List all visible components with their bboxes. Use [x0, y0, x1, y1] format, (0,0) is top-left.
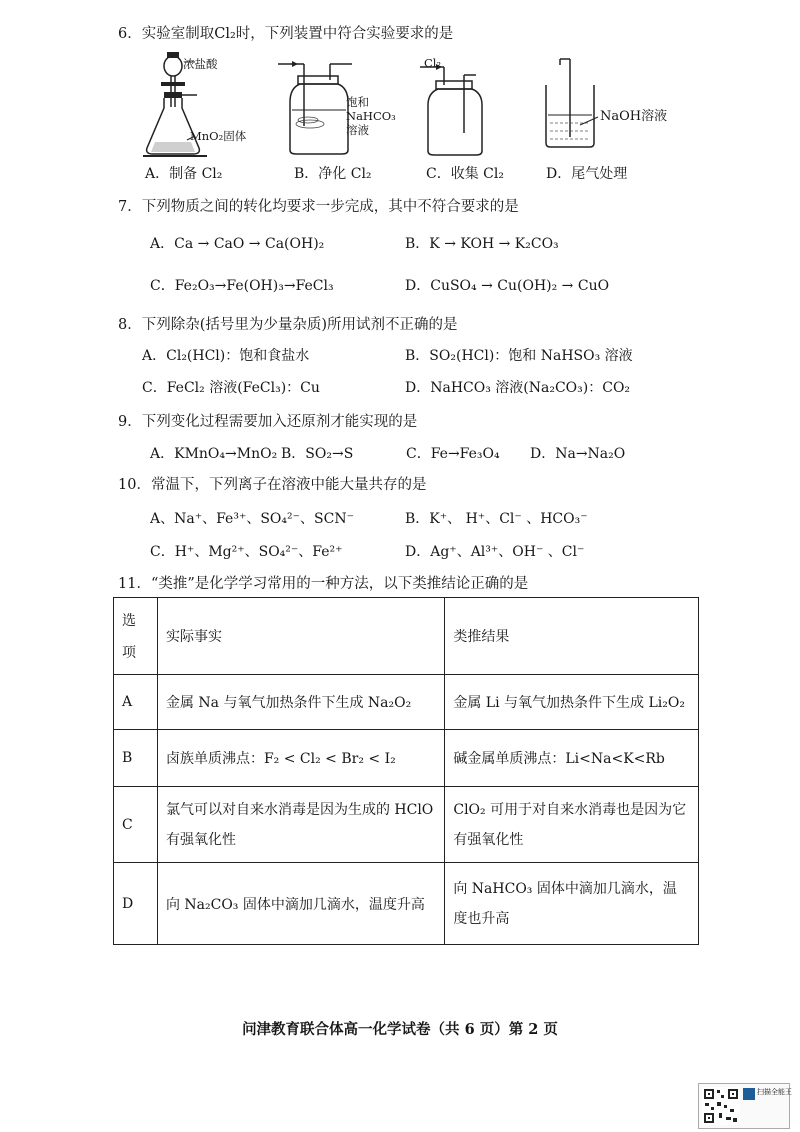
q10-option-d-text: Ag⁺、Al³⁺、OH⁻ 、Cl⁻	[430, 544, 585, 560]
q10-option-b-text: K⁺、 H⁺、Cl⁻ 、HCO₃⁻	[429, 511, 588, 527]
q10-text: 常温下，下列离子在溶液中能大量共存的是	[150, 477, 427, 493]
q9-option-d-key: D．	[530, 446, 556, 462]
row-b-key: B	[114, 730, 158, 787]
header-option-char1: 选	[122, 613, 136, 629]
row-a-result: 金属 Li 与氧气加热条件下生成 Li₂O₂	[445, 675, 699, 730]
q8-number: 8．	[118, 317, 142, 333]
q9-option-c-text: Fe→Fe₃O₄	[430, 446, 500, 462]
row-c-result: ClO₂ 可用于对自来水消毒也是因为它有强氧化性	[445, 787, 699, 863]
q6-option-a-text: 制备 Cl₂	[169, 166, 223, 182]
q8-option-b-text: SO₂(HCl)：饱和 NaHSO₃ 溶液	[429, 348, 633, 364]
q6-option-c-text: 收集 Cl₂	[450, 166, 504, 182]
q9-option-c	[406, 443, 500, 463]
cs-logo-icon	[743, 1088, 755, 1100]
q10-option-c	[150, 541, 343, 561]
q7-option-d-text: CuSO₄ → Cu(OH)₂ → CuO	[430, 278, 610, 294]
label-cl2: Cl₂	[424, 56, 442, 70]
q10-option-b	[405, 508, 588, 528]
q9-option-a-key: A．	[150, 446, 175, 462]
q8-option-c-text: FeCl₂ 溶液(FeCl₃)：Cu	[166, 380, 320, 396]
header-option-char2: 项	[122, 645, 136, 661]
q11-number: 11．	[118, 576, 151, 592]
q6-option-d-key: D．	[546, 166, 572, 182]
label-mno2: MnO₂固体	[190, 129, 247, 143]
q7-option-c	[150, 275, 334, 295]
q8-option-c	[142, 377, 320, 397]
q10-stem	[118, 473, 426, 494]
scanner-watermark	[698, 1083, 790, 1129]
row-d-fact: 向 Na₂CO₃ 固体中滴加几滴水，温度升高	[157, 863, 444, 945]
row-b-fact: 卤族单质沸点：F₂ < Cl₂ < Br₂ < I₂	[157, 730, 444, 787]
q10-option-a	[150, 508, 354, 528]
header-option	[114, 598, 158, 675]
q8-option-b	[405, 345, 633, 365]
q9-option-d-text: Na→Na₂O	[555, 446, 626, 462]
apparatus-c-collection-bottle	[420, 55, 500, 158]
header-fact: 实际事实	[157, 598, 444, 675]
row-d-result: 向 NaHCO₃ 固体中滴加几滴水，温度也升高	[445, 863, 699, 945]
q9-option-a	[150, 443, 277, 463]
q10-option-d	[405, 541, 584, 561]
row-c-key: C	[114, 787, 158, 863]
row-a-fact: 金属 Na 与氧气加热条件下生成 Na₂O₂	[157, 675, 444, 730]
q9-stem	[118, 410, 417, 431]
q6-text: 实验室制取Cl₂时，下列装置中符合实验要求的是	[141, 26, 454, 42]
label-naoh: NaOH溶液	[600, 109, 668, 124]
label-conc-hcl: 浓盐酸	[183, 57, 218, 71]
q6-option-a-key: A．	[145, 166, 170, 182]
q9-option-a-text: KMnO₄→MnO₂	[174, 446, 278, 462]
q8-option-b-key: B．	[405, 348, 430, 364]
table-row	[114, 675, 699, 730]
q6-option-b-key: B．	[294, 166, 319, 182]
q7-option-d	[405, 275, 609, 295]
q8-option-d	[405, 377, 630, 397]
q9-number: 9．	[118, 414, 142, 430]
scanner-brand: 扫描全能王	[757, 1088, 792, 1096]
q7-option-b-key: B．	[405, 236, 430, 252]
q10-option-d-key: D．	[405, 544, 431, 560]
q10-option-b-key: B．	[405, 511, 430, 527]
table-row	[114, 787, 699, 863]
q10-option-c-key: C．	[150, 544, 175, 560]
page-footer: 问津教育联合体高一化学试卷（共 6 页）第 2 页	[242, 1021, 558, 1038]
q8-option-a-key: A．	[142, 348, 167, 364]
q9-text: 下列变化过程需要加入还原剂才能实现的是	[141, 414, 418, 430]
label-bicarb-3: 溶液	[346, 123, 369, 137]
label-bicarb-1: 饱和	[346, 95, 369, 109]
q6-option-c	[426, 163, 504, 183]
q7-option-a-text: Ca → CaO → Ca(OH)₂	[174, 236, 325, 252]
header-result: 类推结果	[445, 598, 699, 675]
q9-option-b	[281, 443, 353, 463]
q8-option-a	[142, 345, 309, 365]
q8-option-a-text: Cl₂(HCl)：饱和食盐水	[166, 348, 310, 364]
q6-option-a	[145, 163, 222, 183]
apparatus-d-beaker	[540, 55, 600, 150]
q6-option-d	[546, 163, 627, 183]
table-header-row	[114, 598, 699, 675]
q10-option-a-key: A、	[150, 511, 175, 527]
q6-option-d-text: 尾气处理	[571, 166, 628, 182]
q7-stem	[118, 195, 519, 216]
q6-number: 6．	[118, 26, 142, 42]
table-row	[114, 730, 699, 787]
q10-number: 10．	[118, 477, 151, 493]
q6-option-c-key: C．	[426, 166, 451, 182]
q7-option-c-text: Fe₂O₃→Fe(OH)₃→FeCl₃	[174, 278, 334, 294]
q7-option-a	[150, 233, 324, 253]
q7-option-a-key: A．	[150, 236, 175, 252]
q8-option-d-text: NaHCO₃ 溶液(Na₂CO₃)：CO₂	[430, 380, 631, 396]
q10-option-c-text: H⁺、Mg²⁺、SO₄²⁻、Fe²⁺	[174, 544, 343, 560]
q7-option-d-key: D．	[405, 278, 431, 294]
qr-code-icon	[702, 1087, 740, 1125]
q7-option-c-key: C．	[150, 278, 175, 294]
q7-option-b-text: K → KOH → K₂CO₃	[429, 236, 559, 252]
q9-option-b-text: SO₂→S	[305, 446, 354, 462]
q6-option-b-text: 净化 Cl₂	[318, 166, 372, 182]
q10-option-a-text: Na⁺、Fe³⁺、SO₄²⁻、SCN⁻	[174, 511, 354, 527]
row-d-key: D	[114, 863, 158, 945]
q7-number: 7．	[118, 199, 142, 215]
q9-option-d	[530, 443, 625, 463]
q8-option-d-key: D．	[405, 380, 431, 396]
q7-text: 下列物质之间的转化均要求一步完成，其中不符合要求的是	[141, 199, 519, 215]
row-c-fact: 氯气可以对自来水消毒是因为生成的 HClO 有强氧化性	[157, 787, 444, 863]
q7-option-b	[405, 233, 559, 253]
row-b-result: 碱金属单质沸点：Li<Na<K<Rb	[445, 730, 699, 787]
row-a-key: A	[114, 675, 158, 730]
analogy-table	[113, 597, 699, 945]
q11-stem	[118, 572, 528, 593]
q9-option-b-key: B．	[281, 446, 306, 462]
q8-text: 下列除杂(括号里为少量杂质)所用试剂不正确的是	[141, 317, 458, 333]
table-row	[114, 863, 699, 945]
q8-option-c-key: C．	[142, 380, 167, 396]
q11-text: “类推”是化学学习常用的一种方法，以下类推结论正确的是	[150, 576, 529, 592]
q6-stem	[118, 22, 453, 43]
label-bicarb-2: NaHCO₃	[346, 109, 396, 123]
q8-stem	[118, 313, 458, 334]
q6-option-b	[294, 163, 372, 183]
q9-option-c-key: C．	[406, 446, 431, 462]
